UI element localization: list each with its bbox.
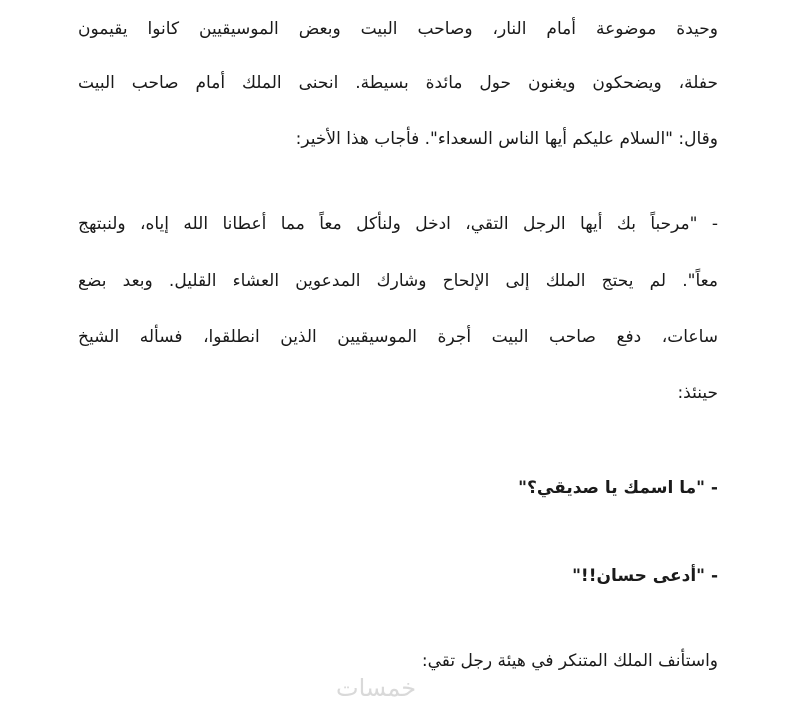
paragraph-line-4: - "مرحباً بك أيها الرجل التقي، ادخل ولنأكل معاً مما أعطانا الله إياه، ولنبتهج	[78, 214, 718, 234]
paragraph-line-2: حفلة، ويضحكون ويغنون حول مائدة بسيطة. انحنى الملك أمام صاحب البيت	[78, 73, 718, 93]
paragraph-line-3: وقال: "السلام عليكم أيها الناس السعداء". فأجاب هذا الأخير:	[295, 129, 718, 149]
paragraph-line-8: واستأنف الملك المتنكر في هيئة رجل تقي:	[421, 651, 718, 671]
paragraph-line-1: وحيدة موضوعة أمام النار، وصاحب البيت وبعض الموسيقيين كانوا يقيمون	[78, 19, 718, 39]
document-page	[78, 0, 718, 714]
paragraph-line-5: معاً". لم يحتج الملك إلى الإلحاح وشارك المدعوين العشاء القليل. وبعد بضع	[78, 271, 718, 291]
dialog-line-2: - "أدعى حسان!!"	[572, 566, 718, 586]
paragraph-line-7: حينئذ:	[677, 383, 718, 403]
watermark-logo: خمسات	[336, 674, 417, 702]
dialog-line-1: - "ما اسمك يا صديقي؟"	[518, 478, 718, 498]
paragraph-line-6: ساعات، دفع صاحب البيت أجرة الموسيقيين الذين انطلقوا، فسأله الشيخ	[78, 327, 718, 347]
